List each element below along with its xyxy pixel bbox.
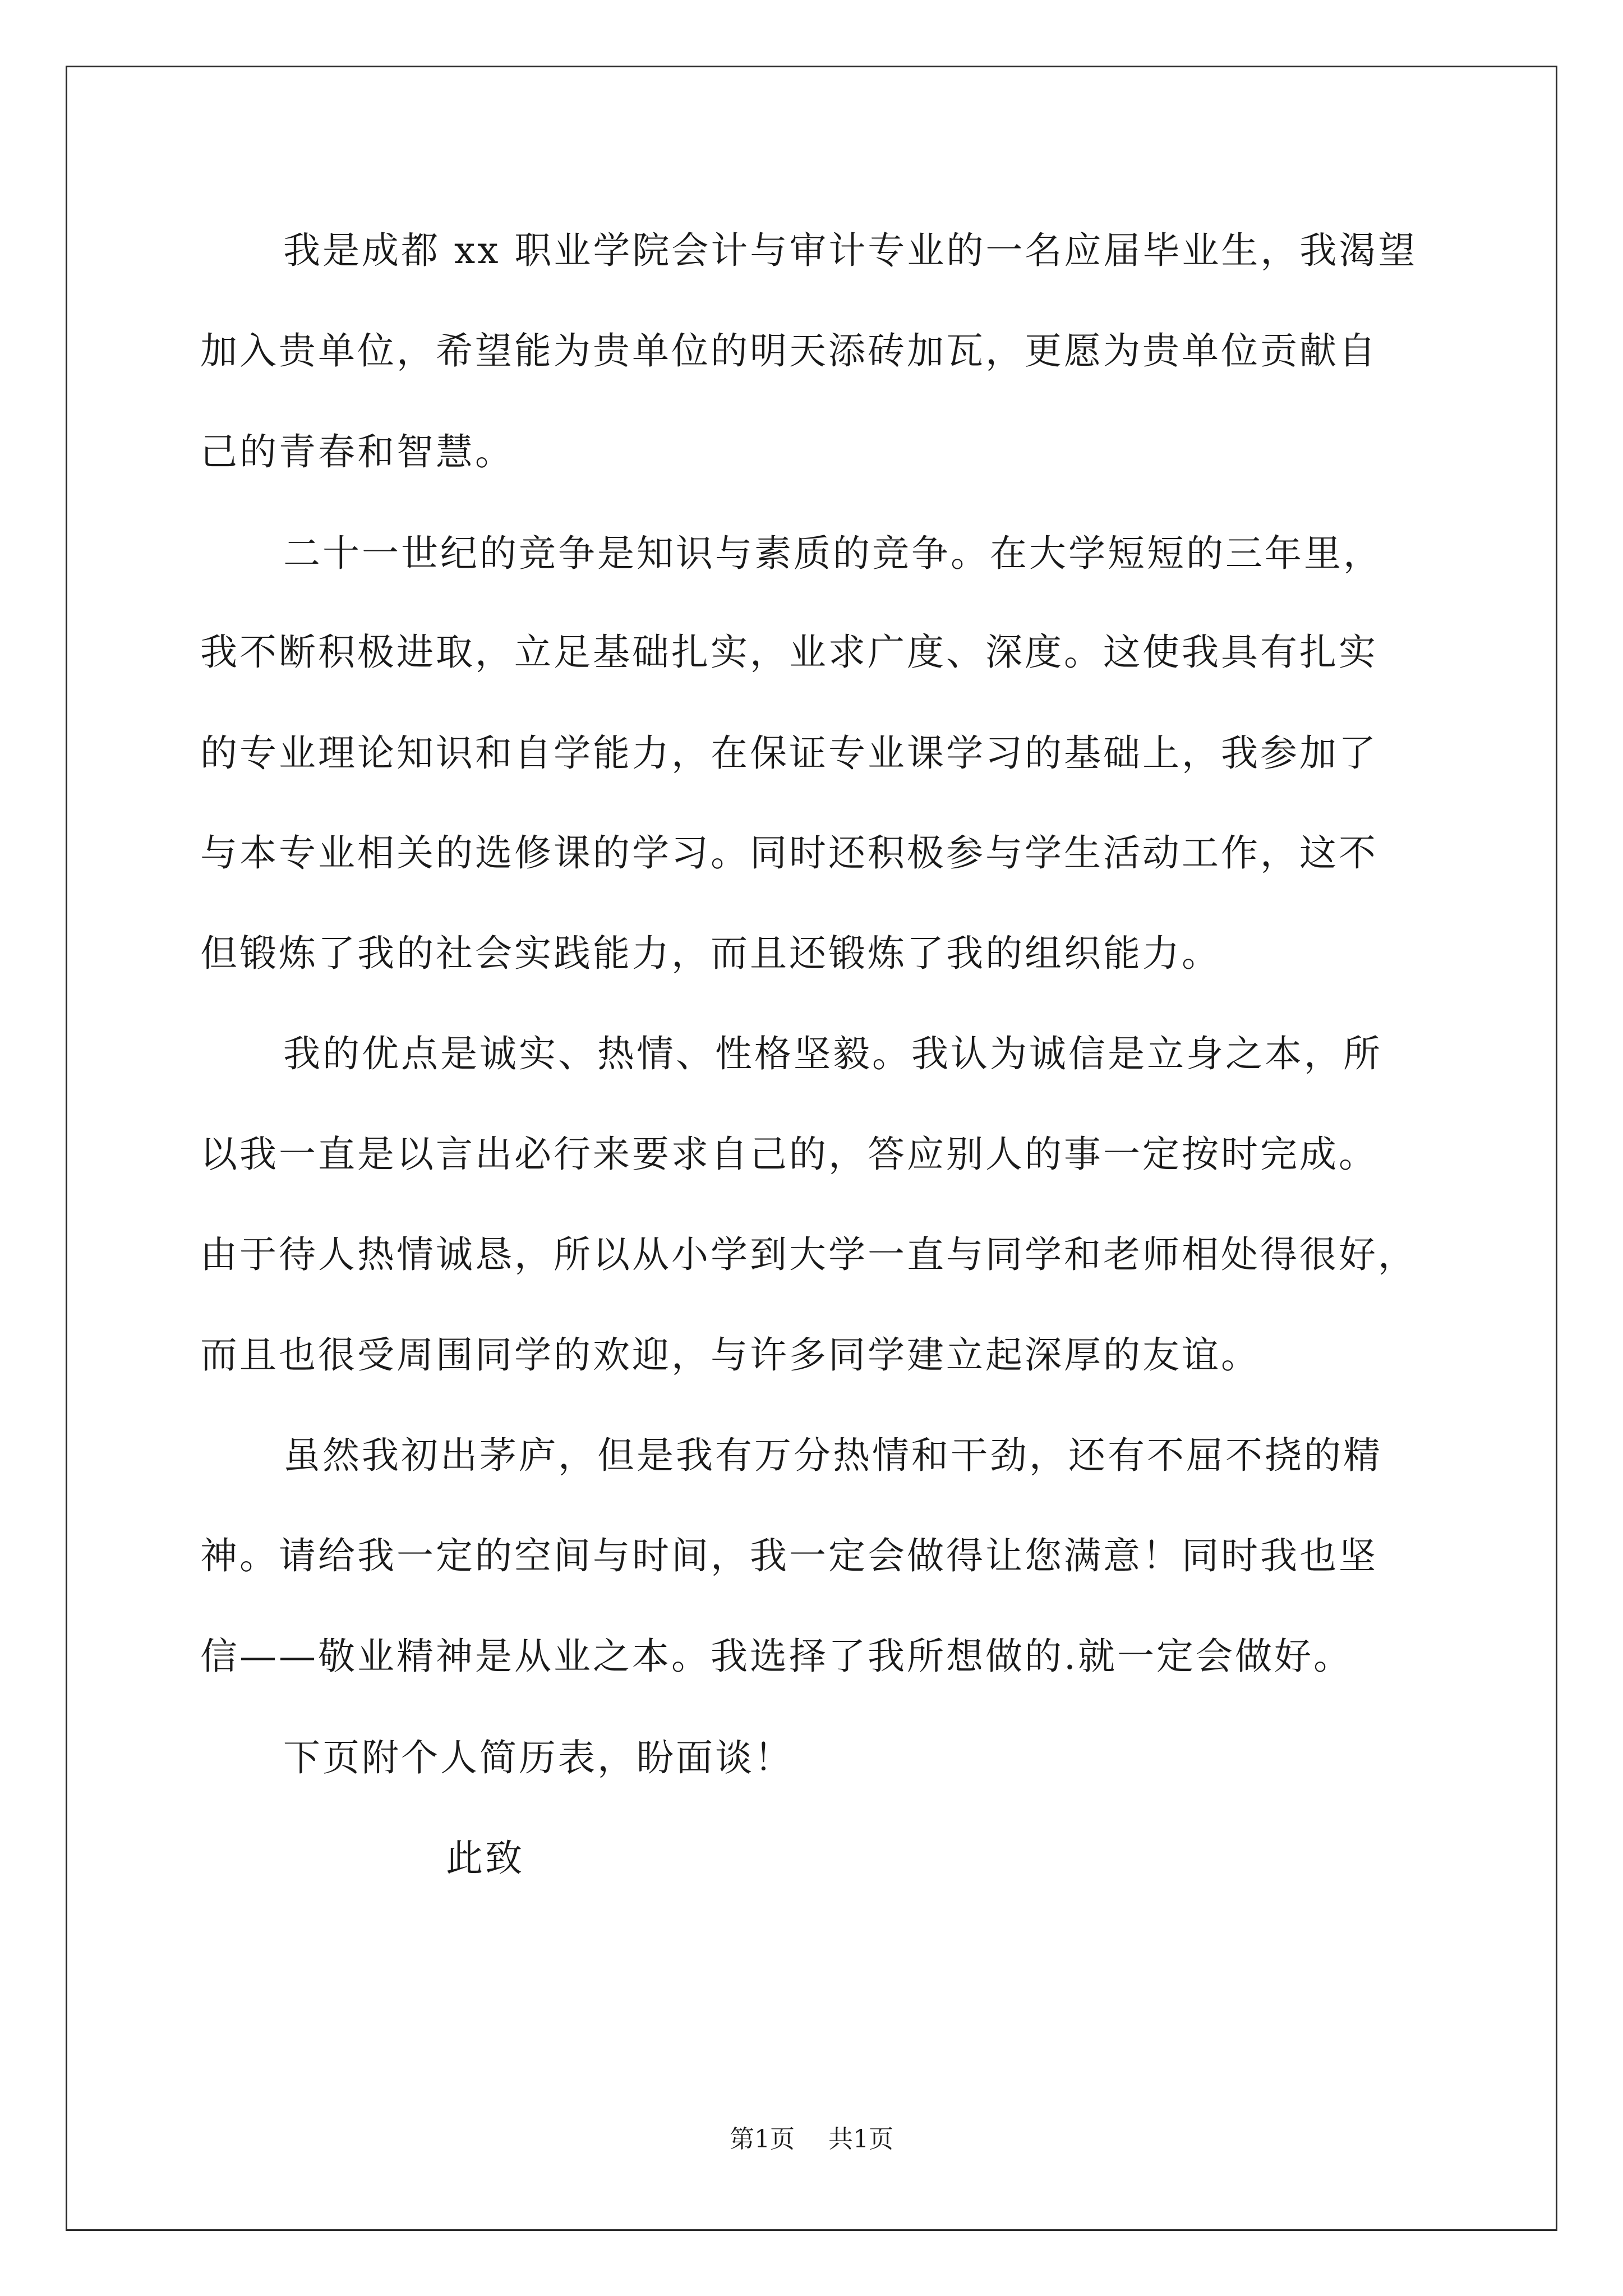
letter-line: 的专业理论知识和自学能力，在保证专业课学习的基础上，我参加了 xyxy=(200,731,1378,775)
letter-line: 加入贵单位，希望能为贵单位的明天添砖加瓦，更愿为贵单位贡献自 xyxy=(200,329,1378,372)
page-footer xyxy=(0,2127,1623,2152)
letter-line: 虽然我初出茅庐，但是我有万分热情和干劲，还有不屈不挠的精 xyxy=(283,1434,1382,1477)
letter-line: 己的青春和智慧。 xyxy=(200,430,514,473)
letter-line: 与本专业相关的选修课的学习。同时还积极参与学生活动工作，这不 xyxy=(200,831,1378,875)
closing-salutation: 此致 xyxy=(446,1837,524,1880)
letter-line: 我是成都 xx 职业学院会计与审计专业的一名应届毕业生，我渴望 xyxy=(283,229,1418,272)
letter-line: 神。请给我一定的空间与时间，我一定会做得让您满意！同时我也坚 xyxy=(200,1534,1378,1577)
page-total: 共1页 xyxy=(828,2125,893,2154)
letter-line: 信——敬业精神是从业之本。我选择了我所想做的.就一定会做好。 xyxy=(200,1635,1353,1678)
letter-line: 我不断积极进取，立足基础扎实，业求广度、深度。这使我具有扎实 xyxy=(200,631,1378,674)
letter-line: 以我一直是以言出必行来要求自己的，答应别人的事一定按时完成。 xyxy=(200,1133,1378,1176)
letter-line: 我的优点是诚实、热情、性格坚毅。我认为诚信是立身之本，所 xyxy=(283,1032,1382,1075)
letter-line: 但锻炼了我的社会实践能力，而且还锻炼了我的组织能力。 xyxy=(200,932,1221,975)
page-number: 第1页 xyxy=(730,2125,795,2154)
letter-line: 下页附个人简历表，盼面谈！ xyxy=(283,1736,794,1779)
letter-line: 而且也很受周围同学的欢迎，与许多同学建立起深厚的友谊。 xyxy=(200,1333,1260,1377)
letter-line: 由于待人热情诚恳，所以从小学到大学一直与同学和老师相处得很好， xyxy=(200,1233,1417,1276)
letter-line: 二十一世纪的竞争是知识与素质的竞争。在大学短短的三年里， xyxy=(283,532,1382,575)
